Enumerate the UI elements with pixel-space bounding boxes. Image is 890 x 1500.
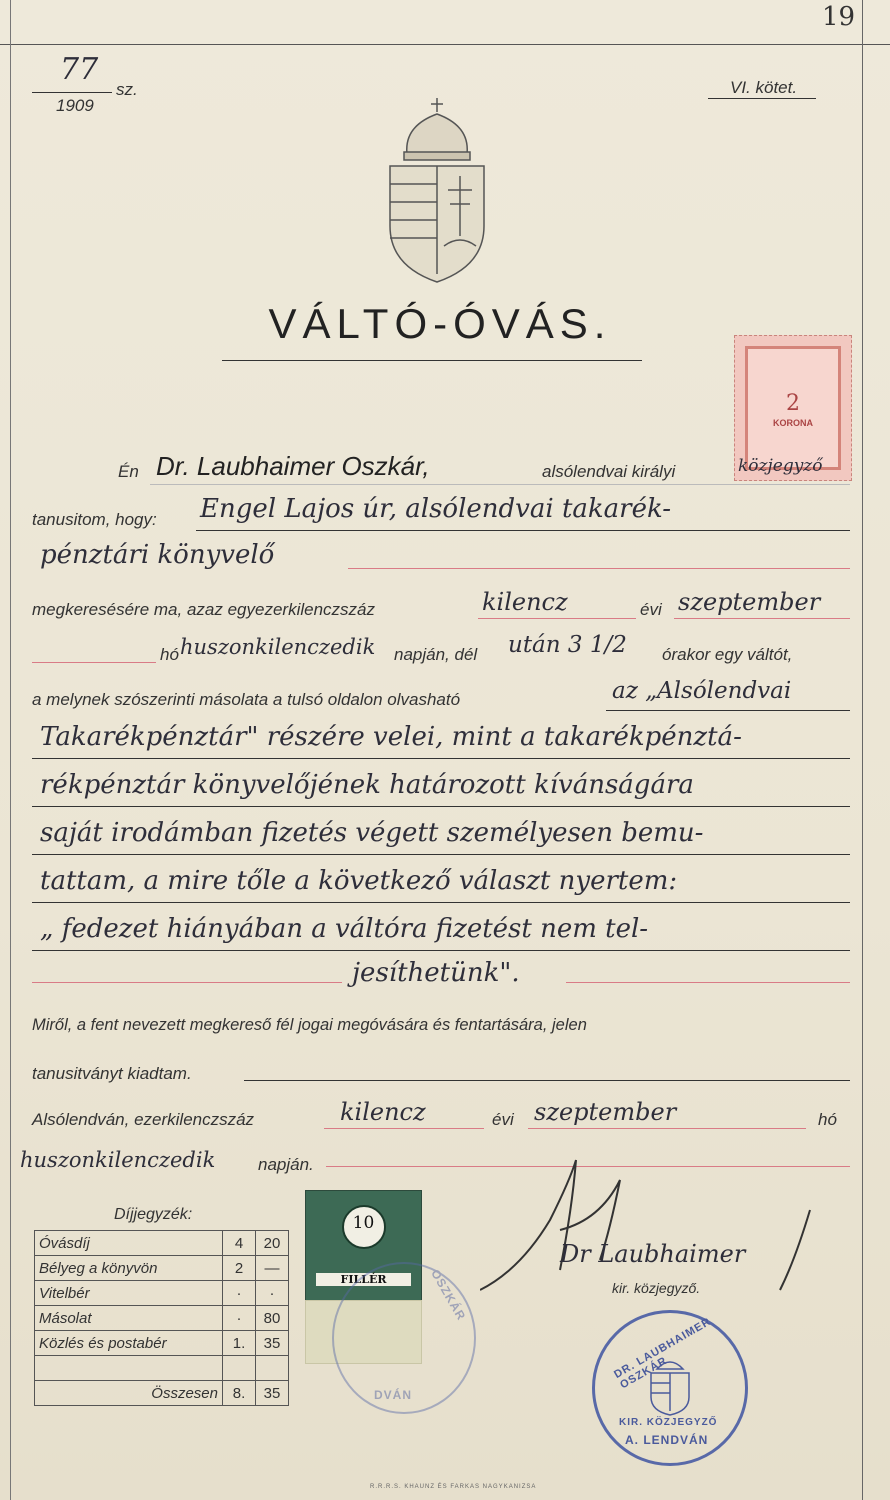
fee-label: Bélyeg a könyvön (35, 1256, 223, 1281)
fee-korona: · (223, 1306, 256, 1331)
stamp-value: 2 (786, 391, 800, 416)
fee-total-label: Összesen (35, 1381, 223, 1406)
seal-coat-of-arms-icon (647, 1353, 693, 1417)
right-frame-rule (862, 0, 863, 1500)
napjan-del-label: napján, dél (394, 645, 478, 664)
orakor-label: órakor egy váltót, (662, 645, 793, 664)
page-number: 19 (822, 2, 856, 32)
table-row (35, 1331, 289, 1356)
coat-of-arms-icon (382, 96, 492, 286)
notary-name: Dr. Laubhaimer Oszkár, (156, 451, 430, 481)
faded-seal (332, 1262, 476, 1414)
line2-rule (196, 530, 850, 531)
stamp-currency: FILLÉR (316, 1273, 411, 1286)
fee-total-korona: 8. (223, 1381, 256, 1406)
fee-label: Óvásdíj (35, 1231, 223, 1256)
kiadtam-rule (244, 1080, 850, 1081)
line5-left-rule (32, 662, 156, 663)
left-frame-rule (10, 0, 11, 1500)
line2-label: tanusitom, hogy: (32, 510, 157, 529)
notary-seal (592, 1310, 748, 1466)
top-frame-rule (0, 44, 890, 45)
miről-sentence: Miről, a fent nevezett megkereső fél jogai megóvására és fentartására, jelen (32, 1016, 587, 1034)
line12-fill: jesíthetünk". (352, 958, 520, 988)
printer-footer: R.R.R.S. KHAUNZ ÉS FARKAS NAGYKANIZSA (370, 1484, 537, 1490)
year-label: 1909 (56, 96, 94, 115)
place-year-rule (324, 1128, 484, 1129)
line4-label: megkeresésére ma, azaz egyezerkilenczszáz (32, 600, 375, 619)
table-row (35, 1356, 289, 1381)
ho-label: hó (160, 645, 179, 664)
line7-fill: Takarékpénztár" részére velei, mint a takarékpénztá- (40, 722, 742, 752)
line1-rule (150, 484, 850, 485)
place-month-rule (528, 1128, 806, 1129)
line3-red-rule (348, 568, 850, 569)
signature-role: kir. közjegyző. (612, 1280, 701, 1296)
fee-filler (256, 1356, 289, 1381)
fee-schedule-table (34, 1230, 289, 1406)
fee-filler: 35 (256, 1331, 289, 1356)
stamp-currency: KORONA (773, 418, 813, 428)
fee-korona: 2 (223, 1256, 256, 1281)
fee-total-filler: 35 (256, 1381, 289, 1406)
fee-label: Közlés és postabér (35, 1331, 223, 1356)
line4-year-rule (478, 618, 636, 619)
signature-text: Dr Laubhaimer (560, 1240, 746, 1268)
kiadtam-text: tanusitványt kiadtam. (32, 1064, 192, 1083)
fee-label (35, 1356, 223, 1381)
line1-fill: közjegyző (738, 456, 823, 476)
seal-top-text: DR. LAUBHAIMER OSZKÁR (612, 1315, 714, 1392)
table-row (35, 1256, 289, 1281)
line8-rule (32, 806, 850, 807)
seal-mid-text: KIR. KÖZJEGYZŐ (619, 1417, 718, 1428)
faded-seal-bottom-text: DVÁN (374, 1388, 413, 1402)
en-label: Én (118, 462, 139, 481)
document-title: VÁLTÓ-ÓVÁS. (268, 300, 612, 347)
number-rule (32, 92, 112, 93)
fee-korona (223, 1356, 256, 1381)
line4-month-rule (674, 618, 850, 619)
fee-filler: 20 (256, 1231, 289, 1256)
line11-fill: „ fedezet hiányában a váltóra fizetést nem tel- (40, 914, 649, 944)
title-rule (222, 360, 642, 361)
line4-month-fill: szeptember (678, 588, 821, 616)
fee-korona: 1. (223, 1331, 256, 1356)
fee-label: Másolat (35, 1306, 223, 1331)
seal-bottom-text: A. LENDVÁN (625, 1433, 709, 1447)
fee-filler: · (256, 1281, 289, 1306)
table-row (35, 1381, 289, 1406)
fee-filler: — (256, 1256, 289, 1281)
line1-text: alsólendvai királyi (542, 462, 676, 481)
evi-label: évi (640, 600, 662, 619)
line12-left-rule (32, 982, 342, 983)
line9-fill: saját irodámban fizetés végett személyesen bemu- (40, 818, 704, 848)
line5-day-fill: huszonkilenczedik (180, 635, 376, 659)
place-napjan-label: napján. (258, 1155, 314, 1174)
fee-korona: 4 (223, 1231, 256, 1256)
line8-fill: rékpénztár könyvelőjének határozott kívánságára (40, 770, 694, 800)
place-day-fill: huszonkilenczedik (20, 1148, 216, 1172)
fee-schedule-title: Díjjegyzék: (114, 1206, 193, 1223)
table-row (35, 1306, 289, 1331)
document-number: 77 (60, 52, 99, 87)
line10-rule (32, 902, 850, 903)
line12-right-rule (566, 982, 850, 983)
line9-rule (32, 854, 850, 855)
line6-fill: az „Alsólendvai (612, 678, 792, 704)
line2-fill: Engel Lajos úr, alsólendvai takarék- (200, 494, 672, 524)
fee-label: Vitelbér (35, 1281, 223, 1306)
volume-rule (708, 98, 816, 99)
place-month-fill: szeptember (534, 1098, 677, 1126)
fee-korona: · (223, 1281, 256, 1306)
stamp-value: 10 (352, 1213, 375, 1233)
table-row (35, 1281, 289, 1306)
place-evi-label: évi (492, 1110, 514, 1129)
fee-filler: 80 (256, 1306, 289, 1331)
line5-time-fill: után 3 1/2 (508, 632, 627, 658)
line10-fill: tattam, a mire tőle a következő választ nyertem: (40, 866, 678, 896)
place-ho-label: hó (818, 1110, 837, 1129)
volume-label: VI. kötet. (730, 78, 798, 97)
sz-label: sz. (116, 80, 138, 99)
line7-rule (32, 758, 850, 759)
line11-rule (32, 950, 850, 951)
line6-label: a melynek szószerinti másolata a tulsó oldalon olvasható (32, 690, 461, 709)
line6-rule (606, 710, 850, 711)
line4-year-fill: kilencz (482, 588, 568, 616)
faded-seal-top-text: OSZKÁR (428, 1266, 469, 1324)
signature-mark (480, 1150, 840, 1300)
place-year-fill: kilencz (340, 1098, 426, 1126)
line3-fill: pénztári könyvelő (40, 540, 275, 570)
place-label: Alsólendván, ezerkilenczszáz (32, 1110, 255, 1129)
table-row (35, 1231, 289, 1256)
